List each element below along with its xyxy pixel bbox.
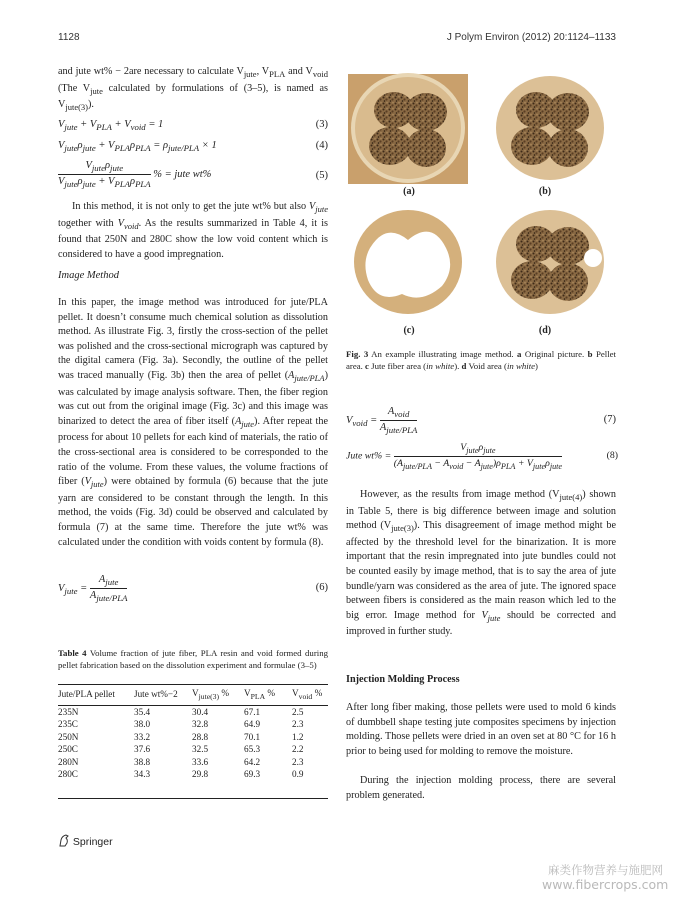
watermark-chinese: 麻类作物营养与施肥网 (548, 863, 663, 877)
table-cell: 33.2 (134, 731, 151, 742)
equation-5-number: (5) (315, 170, 328, 181)
equation-8-numerator: $V_{jute}\rho_{jute}$ (394, 442, 562, 457)
equation-3 (58, 119, 328, 132)
table-row (58, 701, 328, 717)
table-cell: 65.3 (244, 744, 261, 755)
table-cell: 250C (58, 744, 78, 755)
figure-label-c: (c) (403, 325, 415, 336)
equation-7-number: (7) (603, 414, 616, 425)
equation-4-number: (4) (315, 140, 328, 151)
injection-molding-heading: Injection Molding Process (346, 674, 460, 685)
table-header-cell: Jute wt%−2 (134, 689, 178, 700)
image-method-heading: Image Method (58, 270, 119, 281)
equation-8 (346, 442, 618, 471)
table-cell: 29.8 (192, 769, 209, 780)
table-cell: 33.6 (192, 756, 209, 767)
table-row (58, 729, 328, 742)
table-row (58, 767, 328, 780)
table-cell: 235C (58, 719, 78, 730)
equation-8-number: (8) (606, 450, 618, 461)
table-cell: 250N (58, 731, 79, 742)
table-cell: 2.3 (292, 756, 304, 767)
table-cell: 30.4 (192, 706, 209, 717)
table-4-header-rule (58, 705, 328, 706)
table-cell: 1.2 (292, 731, 304, 742)
table-cell: 32.8 (192, 719, 209, 730)
figure-3 (346, 72, 618, 328)
table-cell: 64.2 (244, 756, 261, 767)
equation-3-number: (3) (315, 119, 328, 130)
dissolution-paragraph: In this method, it is not only to get the jute wt% but also $V_{jute}$ together with $V_{void}$. As the results summarized in Table 4, it is found that 250N and 280C show the low void content which is considered to have a good impregnation. (58, 201, 328, 260)
table-4-bottom-rule (58, 798, 328, 799)
equation-5-numerator: $V_{jute}\rho_{jute}$ (58, 160, 151, 175)
table-cell: 34.3 (134, 769, 151, 780)
equation-6-fraction (90, 574, 128, 603)
equation-6-numerator: $A_{jute}$ (90, 574, 128, 589)
equation-7 (346, 406, 616, 435)
image-method-paragraph: In this paper, the image method was introduced for jute/PLA pellet. It doesn’t consume much chemical solution as dissolution method. As illustrate Fig. 3, firstly the cross-section of the pellet was polished and the cross-sectional micrograph was captured by the digital camera (Fig. 3a). Secondly, the outline of the pellet was traced manually (Fig. 3b) then the area of pellet $(A_{jute/PLA})$ was calculated by image analysis software. Then, the fiber region was cut out from the original image (Fig. 3c) and this image was binarized to detect the area of fiber itself $(A_{jute})$. After repeat the process for about 10 pellets for each kind of materials, the ratio of the cross-sectional area is considered to be corresponded to the ratio of the volume. From these values, the volume fractions of fiber $(V_{jute})$ were obtained by formula (6) because that the jute yarn are considered to be constant through the length. In this method, the voids (Fig. 3d) could be observed and calculated by formula (7) at the same time. Therefore the jute wt% was calculated under the condition with voids content by formula (8). (58, 297, 329, 548)
equation-8-fraction (394, 442, 562, 471)
table-header-row (58, 688, 328, 701)
equation-6-denominator: $A_{jute/PLA}$ (89, 590, 128, 604)
springer-logo (58, 834, 113, 848)
equation-7-lhs: $V_{void}$ = (346, 415, 378, 429)
equation-7-denominator: $A_{jute/PLA}$ (379, 422, 418, 436)
watermark-url: www.fibercrops.com (542, 877, 669, 892)
table-cell: 69.3 (244, 769, 261, 780)
table-cell: 38.8 (134, 756, 151, 767)
table-cell: 64.9 (244, 719, 261, 730)
figure-label-b: (b) (538, 186, 552, 197)
equation-8-lhs: Jute wt% = (346, 450, 392, 462)
table-4-caption: Table 4 Volume fraction of jute fiber, PLA resin and void formed during pellet fabrication based on the dissolution experiment and formulae (3–5) (58, 648, 328, 670)
table-cell: 28.8 (192, 731, 209, 742)
table-cell: 35.4 (134, 706, 151, 717)
figure-panel-b (492, 74, 614, 184)
figure-label-d: (d) (538, 325, 552, 336)
table-cell: 0.9 (292, 769, 304, 780)
table-header-cell: $V_{void}$ % (292, 688, 323, 701)
table-cell: 280N (58, 756, 79, 767)
table-4-top-rule (58, 684, 328, 685)
table-cell: 280C (58, 769, 78, 780)
table-row (58, 742, 328, 755)
table-body (58, 701, 328, 780)
equation-4-body: $V_{jute}\rho_{jute} + V_{PLA}\rho_{PLA} = \rho_{jute/PLA} \times 1$ (58, 140, 217, 154)
table-cell: 32.5 (192, 744, 209, 755)
page-number: 1128 (58, 32, 80, 43)
table-header-cell: $V_{jute(3)}$ % (192, 688, 230, 701)
equation-5-denominator: $V_{jute}\rho_{jute} + V_{PLA}\rho_{PLA}$ (58, 176, 151, 190)
springer-horse-icon (58, 834, 70, 847)
intro-paragraph: and jute wt% − 2are necessary to calculate $V_{jute}$, $V_{PLA}$ and $V_{void}$ (The $V_{jute}$ calculated by formulations of (3–5), is named as $V_{jute(3)}$). (58, 66, 328, 113)
equation-8-denominator: $(A_{jute/PLA} - A_{void} - A_{jute})\rho_{PLA} + V_{jute}\rho_{jute}$ (393, 457, 563, 471)
table-4 (58, 688, 328, 779)
equation-3-body: $V_{jute} + V_{PLA} + V_{void} = 1$ (58, 119, 164, 133)
table-cell: 235N (58, 706, 79, 717)
table-cell: 70.1 (244, 731, 261, 742)
table-row (58, 717, 328, 730)
equation-4 (58, 140, 328, 153)
however-paragraph: However, as the results from image method $(V_{jute(4)})$ shown in Table 5, there is big difference between image and solution method $(V_{jute(3)})$. This disagreement of image method might be affected by the threshold level for the binarization. It is more important that the resin impregnated into jute bundles could not be counted easily by image method, that is to say the area of jute bundle/yarn was considered as the area of jute. The ignored space between fibers is considered as the main reason which led to the big error. Image method for $V_{jute}$ should be corrected and improved in further study. (346, 489, 617, 638)
figure-label-a: (a) (403, 186, 415, 197)
table-row (58, 754, 328, 767)
equation-5-rhs: % = jute wt% (153, 169, 212, 180)
equation-5 (58, 160, 328, 189)
journal-reference: J Polym Environ (2012) 20:1124–1133 (446, 32, 616, 43)
equation-7-numerator: $A_{void}$ (380, 406, 418, 421)
table-cell: 2.3 (292, 719, 304, 730)
table-header-cell: $V_{PLA}$ % (244, 688, 276, 701)
equation-7-fraction (380, 406, 418, 435)
table-header-cell: Jute/PLA pellet (58, 689, 115, 700)
equation-6-number: (6) (315, 582, 328, 593)
equation-5-fraction (58, 160, 151, 189)
figure-panel-a (348, 74, 468, 184)
table-cell: 2.5 (292, 706, 304, 717)
table-cell: 38.0 (134, 719, 151, 730)
equation-6 (58, 574, 328, 603)
table-cell: 67.1 (244, 706, 261, 717)
injection-paragraph-2: During the injection molding process, there are several problem generated. (346, 775, 616, 801)
figure-panel-c (348, 208, 468, 318)
figure-panel-d (492, 208, 614, 318)
table-cell: 37.6 (134, 744, 151, 755)
injection-paragraph-1: After long fiber making, those pellets were used to mold 6 kinds of dumbbell shape testing jute composites specimens by injection molding. Those pellets were dried in an oven set at 80 °C for 16 h prior to being used for molding to remove the moisture. (346, 702, 616, 757)
springer-logo-text: Springer (72, 836, 113, 848)
equation-6-lhs: $V_{jute}$ = (58, 583, 88, 597)
figure-3-caption: Fig. 3 An example illustrating image method. a Original picture. b Pellet area. c Jute fiber area (in white). d Void area (in white) (346, 349, 616, 371)
table-cell: 2.2 (292, 744, 304, 755)
